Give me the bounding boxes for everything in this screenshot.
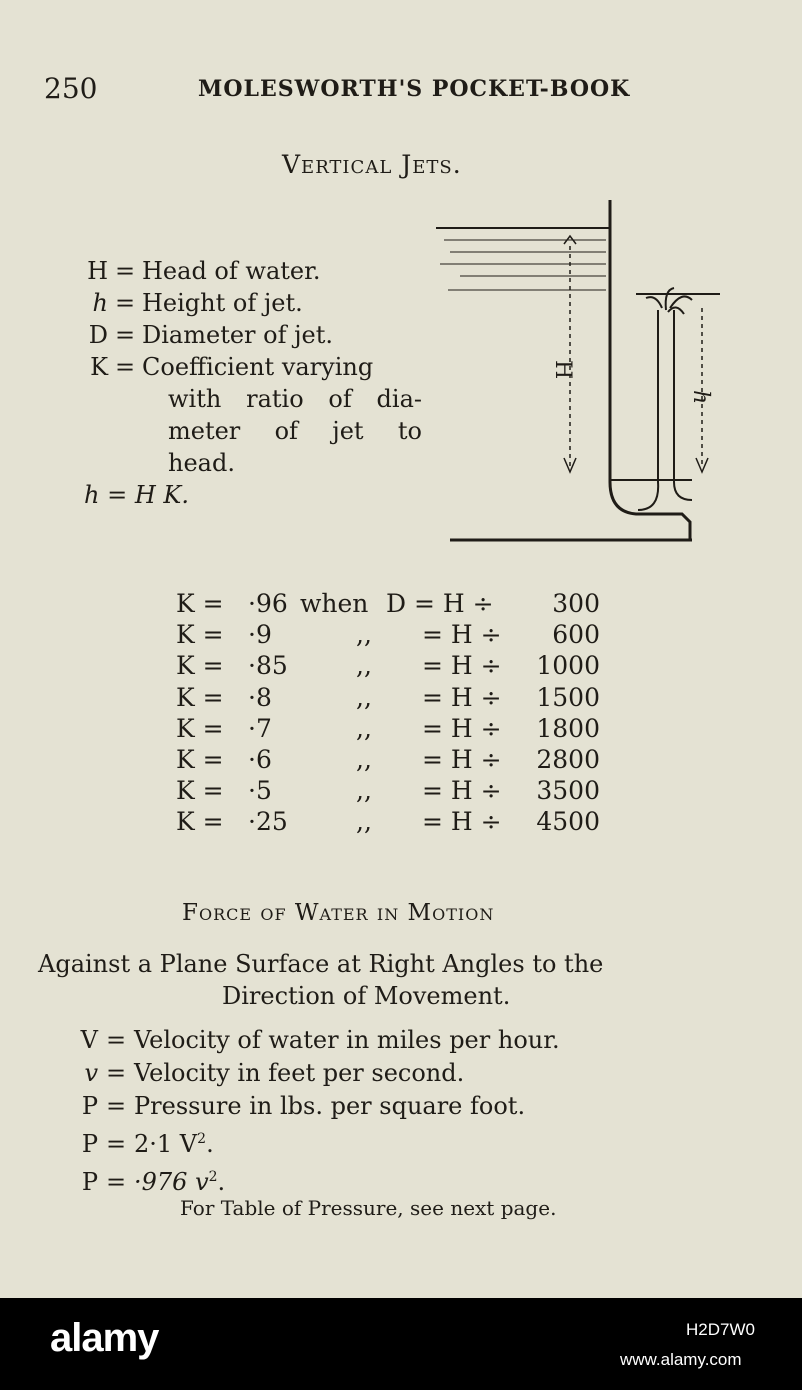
definition-text (142, 351, 422, 383)
k-label: K = (176, 589, 224, 618)
word: of (274, 417, 298, 445)
k-value: ·96 (248, 589, 288, 618)
formula-text: h = H K. (84, 481, 189, 509)
k-label: K = (176, 807, 224, 837)
k-value: ·8 (248, 682, 272, 712)
k-value: ·25 (248, 807, 288, 837)
running-title: MOLESWORTH'S POCKET-BOOK (198, 76, 631, 102)
definition-symbol: V (80, 1026, 98, 1054)
k-value: ·9 (248, 620, 272, 650)
divisor: 1500 (536, 682, 600, 712)
definition-text (168, 415, 422, 447)
table-row (176, 775, 606, 806)
definition-symbol: H (87, 257, 108, 285)
period: . (217, 1168, 226, 1196)
word: meter (168, 417, 241, 445)
equals-sign: = (114, 321, 136, 349)
definition-symbol: D (88, 321, 108, 349)
table-row (176, 713, 606, 744)
definition-row (76, 351, 422, 383)
equals-sign: = (114, 257, 136, 285)
condition: = H ÷ (422, 807, 502, 837)
definition-text: head. (168, 449, 235, 477)
site-url: www.alamy.com (620, 1350, 742, 1369)
k-label: K = (176, 776, 224, 806)
word: to (397, 417, 422, 445)
k-value: ·6 (248, 744, 272, 774)
vertical-jets-definitions (76, 255, 422, 511)
definition-row (70, 1090, 560, 1123)
diagram-label-head: H (550, 360, 575, 380)
divisor: 2800 (536, 744, 600, 774)
equals-sign: = (114, 353, 136, 381)
k-value: ·7 (248, 713, 272, 743)
k-value: ·85 (248, 651, 288, 681)
formula-rhs: 2·1 V (134, 1130, 198, 1158)
pressure-formula-1 (70, 1123, 560, 1161)
definition-continuation (76, 447, 422, 479)
exponent: 2 (197, 1131, 207, 1147)
definition-row (76, 255, 422, 287)
condition: = H ÷ (422, 713, 502, 743)
definition-text: Velocity of water in miles per hour. (134, 1026, 560, 1054)
condition: = H ÷ (422, 744, 502, 774)
jet-height-formula (76, 479, 422, 511)
k-label: K = (176, 682, 224, 712)
divisor: 600 (552, 620, 600, 650)
definition-text: Height of jet. (142, 289, 303, 317)
equals-sign: = (105, 1130, 127, 1158)
definition-continuation (76, 415, 422, 447)
definition-row (70, 1024, 560, 1057)
definition-row (76, 287, 422, 319)
k-value: ·5 (248, 776, 272, 806)
subtitle-line-1: Against a Plane Surface at Right Angles to the (38, 950, 604, 978)
image-id: H2D7W0 (686, 1320, 755, 1339)
word: jet (332, 417, 364, 445)
ditto-mark: ,, (356, 744, 372, 774)
ditto-mark: ,, (356, 807, 372, 837)
condition: = H ÷ (422, 620, 502, 650)
definition-text: Velocity in feet per second. (134, 1059, 465, 1087)
height-markers (570, 246, 702, 466)
definition-row (70, 1057, 560, 1090)
ditto-mark: ,, (356, 776, 372, 806)
ditto-mark: ,, (356, 620, 372, 650)
table-row (176, 744, 606, 775)
divisor: 3500 (536, 776, 600, 806)
arrowheads (564, 236, 708, 472)
table-row (176, 588, 606, 619)
when-word: when (300, 589, 369, 618)
table-row (176, 650, 606, 681)
divisor: 1000 (536, 651, 600, 681)
ditto-mark: ,, (356, 713, 372, 743)
word: of (328, 385, 352, 413)
exponent: 2 (208, 1169, 218, 1185)
page-number: 250 (44, 72, 98, 105)
formula-rhs: ·976 v (134, 1168, 209, 1196)
formula-lhs: P (81, 1130, 98, 1158)
table-row (176, 619, 606, 650)
diagram-label-height: h (688, 390, 713, 405)
section-title-vertical-jets: Vertical Jets. (282, 150, 462, 179)
definition-continuation (76, 383, 422, 415)
word: with (168, 385, 222, 413)
water-lines (440, 240, 606, 290)
equals-sign: = (114, 289, 136, 317)
definition-text: Head of water. (142, 257, 321, 285)
equals-sign: = (105, 1092, 127, 1120)
word: Coefficient (142, 353, 275, 381)
definition-symbol: v (84, 1059, 98, 1087)
condition: = H ÷ (422, 776, 502, 806)
period: . (206, 1130, 214, 1158)
force-definitions (70, 1024, 560, 1199)
equals-sign: = (105, 1059, 127, 1087)
definition-row (76, 319, 422, 351)
pressure-formula-2 (70, 1161, 560, 1199)
definition-symbol: K (90, 353, 108, 381)
k-label: K = (176, 620, 224, 650)
jet-spray (646, 288, 692, 314)
word: dia- (376, 385, 422, 413)
table-row (176, 682, 606, 713)
condition: = H ÷ (422, 651, 502, 681)
section-title-force-of-water: Force of Water in Motion (182, 900, 495, 926)
k-label: K = (176, 713, 224, 743)
definition-text: Pressure in lbs. per square foot. (134, 1092, 526, 1120)
divisor: 1800 (536, 713, 600, 743)
definition-symbol: h (92, 289, 108, 317)
divisor: 4500 (536, 807, 600, 837)
definition-symbol: P (81, 1092, 98, 1120)
k-label: K = (176, 651, 224, 681)
formula-lhs: P (81, 1168, 98, 1196)
ditto-mark: ,, (356, 682, 372, 712)
ditto-mark: ,, (356, 651, 372, 681)
table-row (176, 806, 606, 837)
condition: D = H ÷ (386, 589, 494, 618)
definition-text (168, 383, 422, 415)
word: varying (281, 353, 374, 381)
word: ratio (246, 385, 304, 413)
divisor: 300 (552, 589, 600, 618)
definition-text: Diameter of jet. (142, 321, 334, 349)
alamy-logo: alamy (50, 1316, 159, 1360)
vertical-jet-diagram (430, 190, 730, 550)
k-label: K = (176, 744, 224, 774)
coefficient-table (176, 588, 606, 838)
equals-sign: = (105, 1168, 127, 1196)
equals-sign: = (105, 1026, 127, 1054)
condition: = H ÷ (422, 682, 502, 712)
subtitle-line-2: Direction of Movement. (222, 982, 511, 1010)
pressure-table-note: For Table of Pressure, see next page. (180, 1196, 557, 1220)
